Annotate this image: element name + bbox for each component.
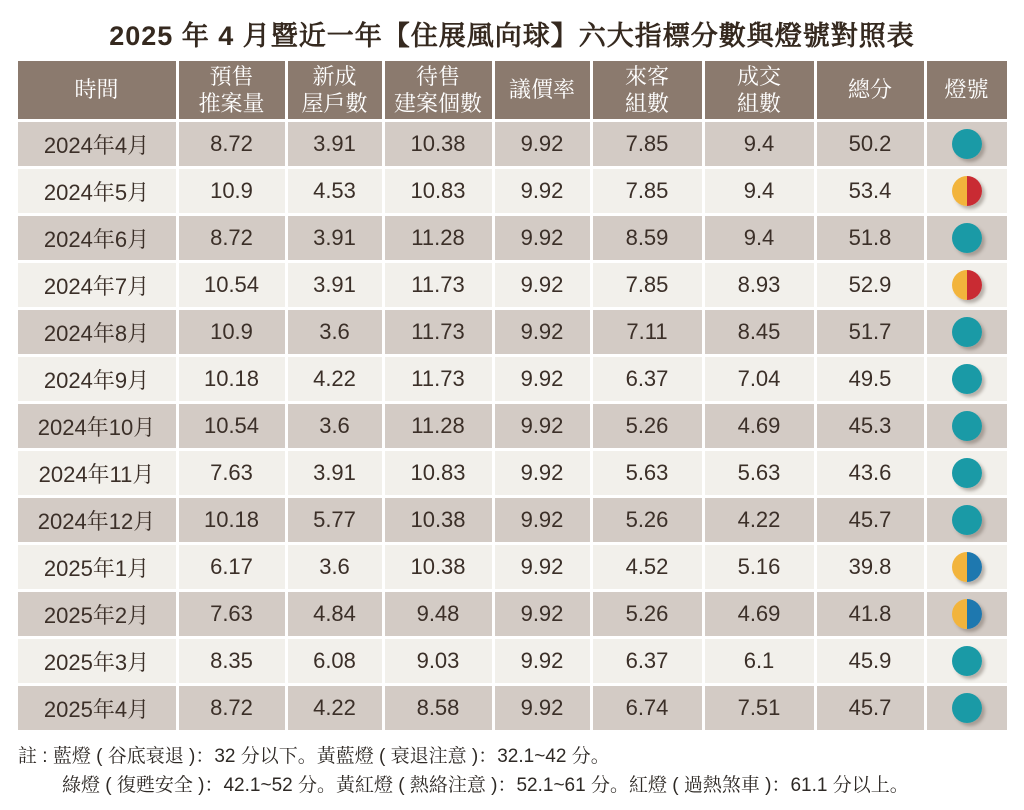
cell-value: 10.9: [179, 169, 285, 213]
cell-value: 6.37: [593, 357, 702, 401]
cell-value: 9.92: [495, 263, 590, 307]
cell-value: 7.11: [593, 310, 702, 354]
cell-value: 8.72: [179, 122, 285, 166]
cell-value: 9.92: [495, 404, 590, 448]
green-light-icon: [952, 364, 982, 394]
cell-value: 7.04: [705, 357, 814, 401]
cell-time: 2024年4月: [18, 122, 176, 166]
cell-value: 45.7: [817, 686, 924, 730]
yellow-red-light-icon: [952, 270, 982, 300]
cell-value: 4.69: [705, 404, 814, 448]
cell-value: 4.84: [288, 592, 382, 636]
cell-value: 4.53: [288, 169, 382, 213]
green-light-icon: [952, 505, 982, 535]
cell-light: [927, 404, 1007, 448]
table-header-row: [18, 61, 1007, 119]
cell-time: 2024年7月: [18, 263, 176, 307]
column-header-total-score: 總分: [817, 61, 924, 119]
cell-value: 6.17: [179, 545, 285, 589]
cell-value: 9.92: [495, 592, 590, 636]
cell-value: 4.52: [593, 545, 702, 589]
cell-time: 2024年5月: [18, 169, 176, 213]
cell-light: [927, 451, 1007, 495]
cell-light: [927, 263, 1007, 307]
cell-light: [927, 122, 1007, 166]
table-row: [18, 216, 1007, 260]
cell-light: [927, 310, 1007, 354]
table-row: [18, 263, 1007, 307]
cell-value: 43.6: [817, 451, 924, 495]
cell-value: 9.92: [495, 310, 590, 354]
cell-value: 9.48: [385, 592, 492, 636]
legend-note-line-1: 註 : 藍燈 ( 谷底衰退 )：32 分以下。黃藍燈 ( 衰退注意 )：32.1~42 分。: [18, 746, 610, 767]
cell-value: 11.73: [385, 263, 492, 307]
cell-value: 4.69: [705, 592, 814, 636]
cell-value: 8.93: [705, 263, 814, 307]
cell-time: 2025年2月: [18, 592, 176, 636]
cell-time: 2025年1月: [18, 545, 176, 589]
cell-value: 8.72: [179, 686, 285, 730]
cell-value: 8.35: [179, 639, 285, 683]
cell-value: 39.8: [817, 545, 924, 589]
cell-value: 6.37: [593, 639, 702, 683]
cell-value: 6.08: [288, 639, 382, 683]
cell-value: 8.45: [705, 310, 814, 354]
cell-light: [927, 686, 1007, 730]
column-header-presale-volume: 預售 推案量: [179, 61, 285, 119]
column-header-negotiation-rate: 議價率: [495, 61, 590, 119]
cell-value: 4.22: [288, 357, 382, 401]
cell-value: 7.85: [593, 169, 702, 213]
cell-time: 2025年3月: [18, 639, 176, 683]
cell-value: 10.38: [385, 545, 492, 589]
cell-time: 2024年8月: [18, 310, 176, 354]
table-row: [18, 451, 1007, 495]
cell-value: 11.28: [385, 216, 492, 260]
green-light-icon: [952, 411, 982, 441]
cell-value: 9.92: [495, 451, 590, 495]
cell-value: 9.03: [385, 639, 492, 683]
column-header-visitor-groups: 來客 組數: [593, 61, 702, 119]
cell-value: 9.92: [495, 216, 590, 260]
cell-value: 7.63: [179, 592, 285, 636]
page-title: 2025 年 4 月暨近一年【住展風向球】六大指標分數與燈號對照表: [109, 21, 915, 51]
cell-value: 5.63: [705, 451, 814, 495]
cell-value: 9.92: [495, 498, 590, 542]
table-row: [18, 592, 1007, 636]
green-light-icon: [952, 317, 982, 347]
cell-value: 7.51: [705, 686, 814, 730]
cell-value: 10.38: [385, 498, 492, 542]
cell-value: 10.83: [385, 451, 492, 495]
column-header-light-signal: 燈號: [927, 61, 1007, 119]
cell-value: 6.1: [705, 639, 814, 683]
cell-value: 41.8: [817, 592, 924, 636]
cell-value: 9.92: [495, 169, 590, 213]
cell-light: [927, 498, 1007, 542]
indicator-score-table: [15, 58, 1010, 733]
cell-value: 45.3: [817, 404, 924, 448]
column-header-deal-groups: 成交 組數: [705, 61, 814, 119]
cell-light: [927, 357, 1007, 401]
cell-time: 2024年10月: [18, 404, 176, 448]
green-light-icon: [952, 129, 982, 159]
table-body: [18, 122, 1007, 730]
cell-value: 50.2: [817, 122, 924, 166]
cell-value: 51.8: [817, 216, 924, 260]
cell-value: 7.85: [593, 263, 702, 307]
cell-value: 10.9: [179, 310, 285, 354]
yellow-blue-light-icon: [952, 552, 982, 582]
cell-value: 11.73: [385, 310, 492, 354]
table-row: [18, 639, 1007, 683]
yellow-blue-light-icon: [952, 599, 982, 629]
cell-value: 11.28: [385, 404, 492, 448]
table-row: [18, 686, 1007, 730]
table-row: [18, 498, 1007, 542]
table-row: [18, 545, 1007, 589]
column-header-unsold-projects: 待售 建案個數: [385, 61, 492, 119]
green-light-icon: [952, 646, 982, 676]
cell-value: 9.4: [705, 122, 814, 166]
cell-value: 8.58: [385, 686, 492, 730]
cell-light: [927, 169, 1007, 213]
cell-time: 2024年12月: [18, 498, 176, 542]
cell-value: 51.7: [817, 310, 924, 354]
cell-value: 9.92: [495, 545, 590, 589]
column-header-new-house-units: 新成 屋戶數: [288, 61, 382, 119]
cell-value: 5.16: [705, 545, 814, 589]
cell-light: [927, 216, 1007, 260]
table-row: [18, 357, 1007, 401]
cell-light: [927, 639, 1007, 683]
cell-value: 5.63: [593, 451, 702, 495]
cell-time: 2024年6月: [18, 216, 176, 260]
cell-value: 5.77: [288, 498, 382, 542]
yellow-red-light-icon: [952, 176, 982, 206]
cell-value: 4.22: [288, 686, 382, 730]
cell-value: 45.9: [817, 639, 924, 683]
legend-notes: [18, 742, 1024, 801]
cell-value: 7.63: [179, 451, 285, 495]
table-row: [18, 404, 1007, 448]
cell-value: 3.91: [288, 451, 382, 495]
cell-value: 8.72: [179, 216, 285, 260]
cell-value: 3.6: [288, 404, 382, 448]
cell-light: [927, 592, 1007, 636]
table-row: [18, 169, 1007, 213]
cell-value: 8.59: [593, 216, 702, 260]
cell-value: 10.54: [179, 263, 285, 307]
cell-value: 10.83: [385, 169, 492, 213]
cell-value: 49.5: [817, 357, 924, 401]
cell-value: 10.54: [179, 404, 285, 448]
cell-value: 9.92: [495, 686, 590, 730]
cell-time: 2024年9月: [18, 357, 176, 401]
column-header-time: 時間: [18, 61, 176, 119]
cell-value: 9.4: [705, 169, 814, 213]
cell-time: 2025年4月: [18, 686, 176, 730]
cell-value: 3.91: [288, 263, 382, 307]
cell-value: 9.92: [495, 122, 590, 166]
cell-value: 4.22: [705, 498, 814, 542]
cell-value: 3.91: [288, 216, 382, 260]
cell-value: 10.18: [179, 498, 285, 542]
cell-value: 9.4: [705, 216, 814, 260]
cell-value: 5.26: [593, 498, 702, 542]
cell-value: 3.91: [288, 122, 382, 166]
cell-value: 7.85: [593, 122, 702, 166]
cell-value: 9.92: [495, 357, 590, 401]
green-light-icon: [952, 693, 982, 723]
cell-value: 5.26: [593, 404, 702, 448]
green-light-icon: [952, 458, 982, 488]
cell-value: 53.4: [817, 169, 924, 213]
cell-light: [927, 545, 1007, 589]
cell-value: 10.18: [179, 357, 285, 401]
table-row: [18, 310, 1007, 354]
cell-value: 3.6: [288, 310, 382, 354]
cell-time: 2024年11月: [18, 451, 176, 495]
cell-value: 11.73: [385, 357, 492, 401]
legend-note-line-2: 綠燈 ( 復甦安全 )：42.1~52 分。黃紅燈 ( 熱絡注意 )：52.1~61 分。紅燈 ( 過熱煞車 )：61.1 分以上。: [62, 775, 909, 797]
cell-value: 52.9: [817, 263, 924, 307]
cell-value: 10.38: [385, 122, 492, 166]
green-light-icon: [952, 223, 982, 253]
cell-value: 3.6: [288, 545, 382, 589]
cell-value: 5.26: [593, 592, 702, 636]
cell-value: 6.74: [593, 686, 702, 730]
cell-value: 45.7: [817, 498, 924, 542]
cell-value: 9.92: [495, 639, 590, 683]
table-row: [18, 122, 1007, 166]
